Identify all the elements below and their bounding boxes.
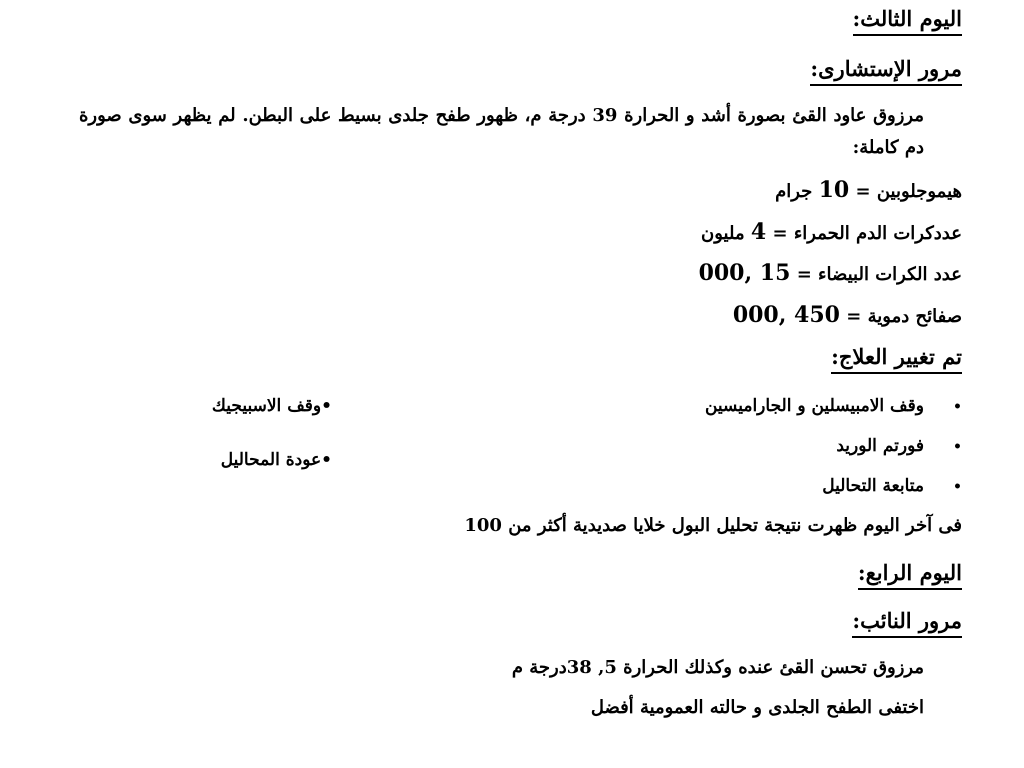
lab-value: 000, 450: [732, 302, 840, 328]
lab-unit: جرام: [775, 181, 813, 202]
lab-rbc: [701, 220, 962, 246]
day4-line: اختفى الطفح الجلدى و حالته العمومية أفضل: [590, 697, 924, 718]
bullet-icon: •: [953, 399, 962, 415]
treatment-text: وقف الامبيسلين و الجاراميسين: [704, 396, 924, 416]
treatment-row: [62, 472, 962, 500]
treatment-text: متابعة التحاليل: [822, 476, 924, 496]
treatment-side-item: •وقف الاسبيجيك: [211, 396, 332, 416]
lab-label: عددكرات الدم الحمراء =: [772, 223, 962, 244]
lab-label: عدد الكرات البيضاء =: [796, 264, 962, 285]
urine-result-note: فى آخر اليوم ظهرت نتيجة تحليل البول خلايا صديدية أكثر من 100: [464, 515, 962, 536]
lab-value: 000, 15: [698, 260, 791, 286]
treatment-item: [836, 432, 962, 461]
day3-paragraph: مرزوق عاود القئ بصورة أشد و الحرارة 39 درجة م، ظهور طفح جلدى بسيط على البطن. لم يظهر سوى صورة دم كاملة:: [79, 105, 924, 158]
lab-hemoglobin: [775, 178, 962, 204]
lab-wbc: [699, 261, 962, 287]
lab-label: هيموجلوبين =: [855, 181, 962, 202]
resident-round-heading: مرور النائب:: [852, 608, 962, 638]
treatment-text: فورتم الوريد: [836, 436, 924, 456]
lab-unit: مليون: [701, 223, 745, 244]
bullet-icon: •: [953, 439, 962, 455]
lab-platelets: [733, 303, 962, 329]
treatment-side-item: •عودة المحاليل: [220, 450, 332, 470]
day4-title: اليوم الرابع:: [858, 560, 962, 590]
day3-title: اليوم الثالث:: [853, 6, 962, 36]
treatment-change-heading: تم تغيير العلاج:: [831, 344, 962, 374]
treatment-row: [62, 432, 962, 470]
treatment-item: [705, 392, 962, 421]
lab-value: 10: [818, 177, 850, 203]
consultant-round-heading: مرور الإستشارى:: [810, 56, 962, 86]
lab-value: 4: [750, 219, 767, 245]
day4-line: مرزوق تحسن القئ عنده وكذلك الحرارة 5, 38درجة م: [511, 657, 924, 678]
treatment-row: [62, 392, 962, 420]
treatment-item: [822, 472, 962, 501]
lab-label: صفائح دموية =: [846, 306, 962, 327]
bullet-icon: •: [953, 479, 962, 495]
